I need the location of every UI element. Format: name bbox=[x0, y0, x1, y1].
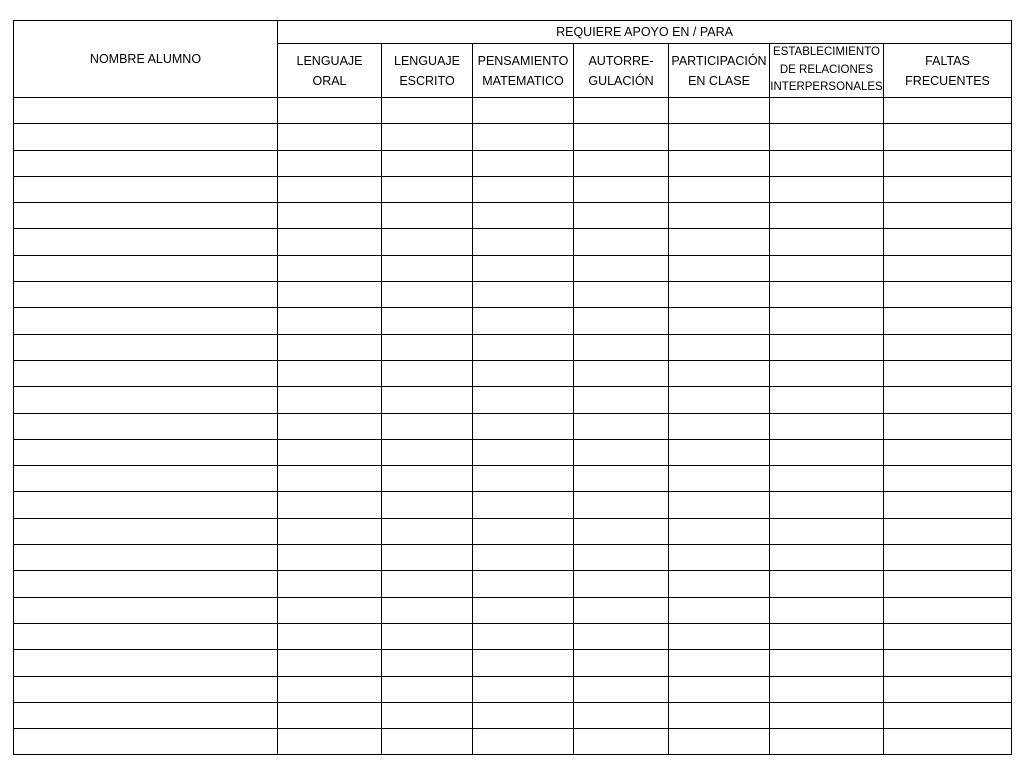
math-thinking-cell[interactable] bbox=[473, 702, 574, 728]
class-participation-cell[interactable] bbox=[669, 729, 770, 755]
frequent-absences-cell[interactable] bbox=[884, 124, 1012, 150]
written-language-cell[interactable] bbox=[382, 650, 473, 676]
written-language-cell[interactable] bbox=[382, 308, 473, 334]
class-participation-cell[interactable] bbox=[669, 229, 770, 255]
self-regulation-cell[interactable] bbox=[574, 255, 669, 281]
class-participation-cell[interactable] bbox=[669, 334, 770, 360]
written-language-cell[interactable] bbox=[382, 282, 473, 308]
table-row bbox=[14, 729, 1012, 755]
oral-language-cell[interactable] bbox=[278, 545, 382, 571]
oral-language-cell[interactable] bbox=[278, 308, 382, 334]
table-row bbox=[14, 492, 1012, 518]
class-participation-cell[interactable] bbox=[669, 387, 770, 413]
column-header-math-thinking: PENSAMIENTO MATEMATICO bbox=[473, 44, 574, 98]
oral-language-cell[interactable] bbox=[278, 597, 382, 623]
math-thinking-cell[interactable] bbox=[473, 492, 574, 518]
math-thinking-cell[interactable] bbox=[473, 150, 574, 176]
written-language-cell[interactable] bbox=[382, 439, 473, 465]
oral-language-cell[interactable] bbox=[278, 439, 382, 465]
math-thinking-cell[interactable] bbox=[473, 518, 574, 544]
name-cell[interactable] bbox=[14, 255, 278, 281]
column-header-frequent-absences: FALTAS FRECUENTES bbox=[884, 44, 1012, 98]
name-cell[interactable] bbox=[14, 702, 278, 728]
oral-language-cell[interactable] bbox=[278, 571, 382, 597]
frequent-absences-cell[interactable] bbox=[884, 492, 1012, 518]
frequent-absences-cell[interactable] bbox=[884, 387, 1012, 413]
frequent-absences-cell[interactable] bbox=[884, 98, 1012, 124]
math-thinking-cell[interactable] bbox=[473, 597, 574, 623]
interpersonal-relations-cell[interactable] bbox=[770, 360, 884, 386]
interpersonal-relations-cell[interactable] bbox=[770, 623, 884, 649]
table-row bbox=[14, 545, 1012, 571]
math-thinking-cell[interactable] bbox=[473, 650, 574, 676]
written-language-cell[interactable] bbox=[382, 203, 473, 229]
math-thinking-cell[interactable] bbox=[473, 413, 574, 439]
name-cell[interactable] bbox=[14, 518, 278, 544]
self-regulation-cell[interactable] bbox=[574, 203, 669, 229]
class-participation-cell[interactable] bbox=[669, 650, 770, 676]
frequent-absences-cell[interactable] bbox=[884, 308, 1012, 334]
frequent-absences-cell[interactable] bbox=[884, 676, 1012, 702]
written-language-cell[interactable] bbox=[382, 597, 473, 623]
name-cell[interactable] bbox=[14, 597, 278, 623]
oral-language-cell[interactable] bbox=[278, 203, 382, 229]
frequent-absences-cell[interactable] bbox=[884, 176, 1012, 202]
self-regulation-cell[interactable] bbox=[574, 650, 669, 676]
table-row bbox=[14, 439, 1012, 465]
self-regulation-cell[interactable] bbox=[574, 176, 669, 202]
oral-language-cell[interactable] bbox=[278, 650, 382, 676]
interpersonal-relations-cell[interactable] bbox=[770, 676, 884, 702]
oral-language-cell[interactable] bbox=[278, 150, 382, 176]
interpersonal-relations-cell[interactable] bbox=[770, 439, 884, 465]
table-row bbox=[14, 623, 1012, 649]
name-cell[interactable] bbox=[14, 334, 278, 360]
class-participation-cell[interactable] bbox=[669, 150, 770, 176]
self-regulation-cell[interactable] bbox=[574, 545, 669, 571]
math-thinking-cell[interactable] bbox=[473, 229, 574, 255]
table-row bbox=[14, 702, 1012, 728]
frequent-absences-cell[interactable] bbox=[884, 729, 1012, 755]
column-header-written-language: LENGUAJE ESCRITO bbox=[382, 44, 473, 98]
interpersonal-relations-cell[interactable] bbox=[770, 729, 884, 755]
interpersonal-relations-cell[interactable] bbox=[770, 176, 884, 202]
math-thinking-cell[interactable] bbox=[473, 282, 574, 308]
written-language-cell[interactable] bbox=[382, 676, 473, 702]
frequent-absences-cell[interactable] bbox=[884, 203, 1012, 229]
oral-language-cell[interactable] bbox=[278, 229, 382, 255]
interpersonal-relations-cell[interactable] bbox=[770, 650, 884, 676]
student-support-form bbox=[13, 20, 1011, 755]
name-cell[interactable] bbox=[14, 98, 278, 124]
written-language-cell[interactable] bbox=[382, 702, 473, 728]
frequent-absences-cell[interactable] bbox=[884, 702, 1012, 728]
oral-language-cell[interactable] bbox=[278, 518, 382, 544]
name-cell[interactable] bbox=[14, 413, 278, 439]
class-participation-cell[interactable] bbox=[669, 255, 770, 281]
frequent-absences-cell[interactable] bbox=[884, 623, 1012, 649]
table-row bbox=[14, 203, 1012, 229]
written-language-cell[interactable] bbox=[382, 518, 473, 544]
table-row bbox=[14, 571, 1012, 597]
name-cell[interactable] bbox=[14, 229, 278, 255]
written-language-cell[interactable] bbox=[382, 176, 473, 202]
frequent-absences-cell[interactable] bbox=[884, 334, 1012, 360]
class-participation-cell[interactable] bbox=[669, 676, 770, 702]
name-cell[interactable] bbox=[14, 623, 278, 649]
frequent-absences-cell[interactable] bbox=[884, 571, 1012, 597]
class-participation-cell[interactable] bbox=[669, 466, 770, 492]
written-language-cell[interactable] bbox=[382, 255, 473, 281]
frequent-absences-cell[interactable] bbox=[884, 255, 1012, 281]
math-thinking-cell[interactable] bbox=[473, 334, 574, 360]
math-thinking-cell[interactable] bbox=[473, 676, 574, 702]
written-language-cell[interactable] bbox=[382, 98, 473, 124]
table-row bbox=[14, 518, 1012, 544]
self-regulation-cell[interactable] bbox=[574, 282, 669, 308]
self-regulation-cell[interactable] bbox=[574, 439, 669, 465]
math-thinking-cell[interactable] bbox=[473, 203, 574, 229]
class-participation-cell[interactable] bbox=[669, 623, 770, 649]
written-language-cell[interactable] bbox=[382, 466, 473, 492]
interpersonal-relations-cell[interactable] bbox=[770, 98, 884, 124]
oral-language-cell[interactable] bbox=[278, 334, 382, 360]
written-language-cell[interactable] bbox=[382, 729, 473, 755]
self-regulation-cell[interactable] bbox=[574, 360, 669, 386]
class-participation-cell[interactable] bbox=[669, 492, 770, 518]
math-thinking-cell[interactable] bbox=[473, 176, 574, 202]
name-cell[interactable] bbox=[14, 124, 278, 150]
class-participation-cell[interactable] bbox=[669, 124, 770, 150]
class-participation-cell[interactable] bbox=[669, 545, 770, 571]
written-language-cell[interactable] bbox=[382, 229, 473, 255]
math-thinking-cell[interactable] bbox=[473, 98, 574, 124]
self-regulation-cell[interactable] bbox=[574, 308, 669, 334]
oral-language-cell[interactable] bbox=[278, 702, 382, 728]
table-row bbox=[14, 282, 1012, 308]
name-cell[interactable] bbox=[14, 150, 278, 176]
student-support-table bbox=[13, 20, 1012, 755]
math-thinking-cell[interactable] bbox=[473, 124, 574, 150]
class-participation-cell[interactable] bbox=[669, 413, 770, 439]
oral-language-cell[interactable] bbox=[278, 124, 382, 150]
math-thinking-cell[interactable] bbox=[473, 387, 574, 413]
oral-language-cell[interactable] bbox=[278, 466, 382, 492]
class-participation-cell[interactable] bbox=[669, 439, 770, 465]
self-regulation-cell[interactable] bbox=[574, 702, 669, 728]
table-row bbox=[14, 676, 1012, 702]
frequent-absences-cell[interactable] bbox=[884, 282, 1012, 308]
oral-language-cell[interactable] bbox=[278, 676, 382, 702]
name-column-header: NOMBRE ALUMNO bbox=[14, 21, 278, 98]
oral-language-cell[interactable] bbox=[278, 492, 382, 518]
name-cell[interactable] bbox=[14, 571, 278, 597]
name-cell[interactable] bbox=[14, 492, 278, 518]
interpersonal-relations-cell[interactable] bbox=[770, 124, 884, 150]
self-regulation-cell[interactable] bbox=[574, 413, 669, 439]
math-thinking-cell[interactable] bbox=[473, 623, 574, 649]
frequent-absences-cell[interactable] bbox=[884, 360, 1012, 386]
table-row bbox=[14, 360, 1012, 386]
self-regulation-cell[interactable] bbox=[574, 229, 669, 255]
self-regulation-cell[interactable] bbox=[574, 466, 669, 492]
name-cell[interactable] bbox=[14, 176, 278, 202]
self-regulation-cell[interactable] bbox=[574, 150, 669, 176]
self-regulation-cell[interactable] bbox=[574, 98, 669, 124]
interpersonal-relations-cell[interactable] bbox=[770, 702, 884, 728]
self-regulation-cell[interactable] bbox=[574, 492, 669, 518]
interpersonal-relations-cell[interactable] bbox=[770, 334, 884, 360]
math-thinking-cell[interactable] bbox=[473, 545, 574, 571]
self-regulation-cell[interactable] bbox=[574, 676, 669, 702]
interpersonal-relations-cell[interactable] bbox=[770, 387, 884, 413]
table-row bbox=[14, 255, 1012, 281]
name-cell[interactable] bbox=[14, 466, 278, 492]
column-header-oral-language: LENGUAJE ORAL bbox=[278, 44, 382, 98]
class-participation-cell[interactable] bbox=[669, 360, 770, 386]
frequent-absences-cell[interactable] bbox=[884, 466, 1012, 492]
written-language-cell[interactable] bbox=[382, 150, 473, 176]
oral-language-cell[interactable] bbox=[278, 98, 382, 124]
class-participation-cell[interactable] bbox=[669, 571, 770, 597]
class-participation-cell[interactable] bbox=[669, 176, 770, 202]
self-regulation-cell[interactable] bbox=[574, 729, 669, 755]
frequent-absences-cell[interactable] bbox=[884, 439, 1012, 465]
frequent-absences-cell[interactable] bbox=[884, 150, 1012, 176]
oral-language-cell[interactable] bbox=[278, 623, 382, 649]
column-header-class-participation: PARTICIPACIÓN EN CLASE bbox=[669, 44, 770, 98]
self-regulation-cell[interactable] bbox=[574, 571, 669, 597]
interpersonal-relations-cell[interactable] bbox=[770, 571, 884, 597]
frequent-absences-cell[interactable] bbox=[884, 518, 1012, 544]
table-row bbox=[14, 150, 1012, 176]
interpersonal-relations-cell[interactable] bbox=[770, 518, 884, 544]
interpersonal-relations-cell[interactable] bbox=[770, 413, 884, 439]
interpersonal-relations-cell[interactable] bbox=[770, 255, 884, 281]
interpersonal-relations-cell[interactable] bbox=[770, 545, 884, 571]
table-row bbox=[14, 98, 1012, 124]
math-thinking-cell[interactable] bbox=[473, 466, 574, 492]
interpersonal-relations-cell[interactable] bbox=[770, 492, 884, 518]
column-header-interpersonal-relations: ESTABLECIMIENTO DE RELACIONES INTERPERSONALES bbox=[770, 44, 884, 98]
written-language-cell[interactable] bbox=[382, 623, 473, 649]
name-cell[interactable] bbox=[14, 439, 278, 465]
interpersonal-relations-cell[interactable] bbox=[770, 308, 884, 334]
table-row bbox=[14, 413, 1012, 439]
support-group-header: REQUIERE APOYO EN / PARA bbox=[278, 21, 1012, 44]
oral-language-cell[interactable] bbox=[278, 176, 382, 202]
name-cell[interactable] bbox=[14, 545, 278, 571]
self-regulation-cell[interactable] bbox=[574, 623, 669, 649]
interpersonal-relations-cell[interactable] bbox=[770, 203, 884, 229]
math-thinking-cell[interactable] bbox=[473, 729, 574, 755]
frequent-absences-cell[interactable] bbox=[884, 545, 1012, 571]
class-participation-cell[interactable] bbox=[669, 597, 770, 623]
frequent-absences-cell[interactable] bbox=[884, 597, 1012, 623]
table-row bbox=[14, 124, 1012, 150]
name-cell[interactable] bbox=[14, 282, 278, 308]
class-participation-cell[interactable] bbox=[669, 518, 770, 544]
name-cell[interactable] bbox=[14, 308, 278, 334]
table-row bbox=[14, 650, 1012, 676]
oral-language-cell[interactable] bbox=[278, 387, 382, 413]
math-thinking-cell[interactable] bbox=[473, 439, 574, 465]
table-row bbox=[14, 334, 1012, 360]
math-thinking-cell[interactable] bbox=[473, 308, 574, 334]
interpersonal-relations-cell[interactable] bbox=[770, 282, 884, 308]
name-cell[interactable] bbox=[14, 203, 278, 229]
math-thinking-cell[interactable] bbox=[473, 360, 574, 386]
self-regulation-cell[interactable] bbox=[574, 124, 669, 150]
written-language-cell[interactable] bbox=[382, 360, 473, 386]
oral-language-cell[interactable] bbox=[278, 282, 382, 308]
table-row bbox=[14, 308, 1012, 334]
name-cell[interactable] bbox=[14, 650, 278, 676]
class-participation-cell[interactable] bbox=[669, 203, 770, 229]
name-cell[interactable] bbox=[14, 387, 278, 413]
written-language-cell[interactable] bbox=[382, 124, 473, 150]
class-participation-cell[interactable] bbox=[669, 98, 770, 124]
table-row bbox=[14, 466, 1012, 492]
interpersonal-relations-cell[interactable] bbox=[770, 229, 884, 255]
oral-language-cell[interactable] bbox=[278, 360, 382, 386]
math-thinking-cell[interactable] bbox=[473, 571, 574, 597]
written-language-cell[interactable] bbox=[382, 492, 473, 518]
oral-language-cell[interactable] bbox=[278, 255, 382, 281]
table-row bbox=[14, 176, 1012, 202]
oral-language-cell[interactable] bbox=[278, 729, 382, 755]
name-cell[interactable] bbox=[14, 729, 278, 755]
written-language-cell[interactable] bbox=[382, 571, 473, 597]
frequent-absences-cell[interactable] bbox=[884, 413, 1012, 439]
written-language-cell[interactable] bbox=[382, 387, 473, 413]
class-participation-cell[interactable] bbox=[669, 702, 770, 728]
written-language-cell[interactable] bbox=[382, 413, 473, 439]
interpersonal-relations-cell[interactable] bbox=[770, 150, 884, 176]
table-row bbox=[14, 229, 1012, 255]
interpersonal-relations-cell[interactable] bbox=[770, 597, 884, 623]
interpersonal-relations-cell[interactable] bbox=[770, 466, 884, 492]
table-row bbox=[14, 597, 1012, 623]
self-regulation-cell[interactable] bbox=[574, 518, 669, 544]
self-regulation-cell[interactable] bbox=[574, 387, 669, 413]
self-regulation-cell[interactable] bbox=[574, 597, 669, 623]
self-regulation-cell[interactable] bbox=[574, 334, 669, 360]
table-row bbox=[14, 387, 1012, 413]
class-participation-cell[interactable] bbox=[669, 282, 770, 308]
class-participation-cell[interactable] bbox=[669, 308, 770, 334]
name-cell[interactable] bbox=[14, 676, 278, 702]
column-header-self-regulation: AUTORRE- GULACIÓN bbox=[574, 44, 669, 98]
frequent-absences-cell[interactable] bbox=[884, 650, 1012, 676]
written-language-cell[interactable] bbox=[382, 545, 473, 571]
frequent-absences-cell[interactable] bbox=[884, 229, 1012, 255]
name-cell[interactable] bbox=[14, 360, 278, 386]
written-language-cell[interactable] bbox=[382, 334, 473, 360]
math-thinking-cell[interactable] bbox=[473, 255, 574, 281]
student-rows bbox=[14, 98, 1012, 755]
oral-language-cell[interactable] bbox=[278, 413, 382, 439]
